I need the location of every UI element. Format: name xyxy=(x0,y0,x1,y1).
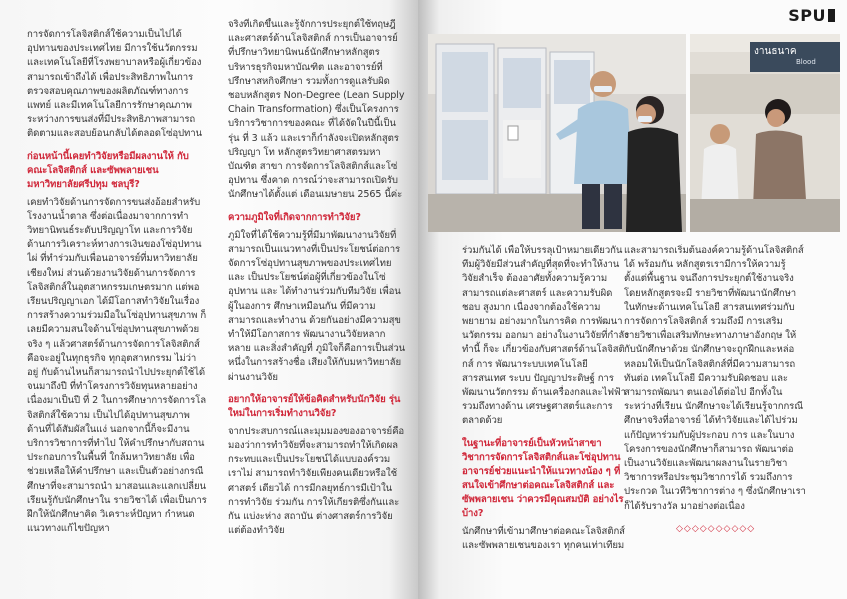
interview-question-heading: อยากให้อาจารย์ให้ข้อคิดสำหรับนักวิจัย รุ่นใหม่ในการเริ่มทำงานวิจัย? xyxy=(228,393,401,419)
diamond-ornament: ◇◇◇◇◇◇◇◇◇◇ xyxy=(676,524,756,534)
lab-photo xyxy=(428,34,686,232)
paragraph: การจัดการโลจิสติกส์ใช้ความเป็นไปได้ อุปทานของประเทศไทย มีการใช้นวัตกรรม และเทคโนโลยีที่โรงพยาบาลหรือผู้เกี่ยวข้อง สามารถเข้าถึงได้ เพื่อประสิทธิภาพในการ ตรวจสอบคุณภาพของผลิตภัณฑ์ทางการ แพทย์ และมีเทคโนโลยีการรักษาคุณภาพ ระหว่างการขนส่งที่มีประสิทธิภาพสามารถ ติดตามและสอบย้อนกลับได้ตลอดโซ่อุปทาน xyxy=(27,29,202,140)
paragraph: และสามารถเริ่มต้นองค์ความรู้ด้านโลจิสติกส์ได้ พร้อมกัน หลักสูตรเรามีการให้ความรู้ตั้งแต่พื้นฐาน จนถึงการประยุกต์ใช้งานจริง โดยหลักสูตรจะมี รายวิชาที่พัฒนานักศึกษาในทักษะด้านเทคโนโลยี สารสนเทศร่วมกับการจัดการโลจิสติกส์ รวมถึงมี การเสริมรายวิชาเพื่อเสริมทักษะทางภาษาอังกฤษ ให้กับนักศึกษาด้วย นักศึกษาจะถูกฝึกและหล่อ หลอมให้เป็นนักโลจิสติกส์ที่มีความสามารถ ทันต่อ เทคโนโลยี มีความรับผิดชอบ และสามารถพัฒนา ตนเองได้ต่อไป อีกทั้งในระหว่างที่เรียน นักศึกษาจะได้เรียนรู้จากกรณีศึกษาจริงที่อาจารย์ ได้ทำวิจัยและได้ไปร่วมแก้ปัญหาร่วมกับผู้ประกอบ การ และในบางโครงการของนักศึกษาก็สามารถ พัฒนาต่อเป็นงานวิจัยและพัฒนาผลงานในรายวิชา วิชาการหรือประชุมวิชาการได้ รวมถึงการประกวด ในเวทีวิชาการต่าง ๆ ซึ่งนักศึกษาเราก็ได้รับรางวัล มาอย่างต่อเนื่อง xyxy=(624,245,806,512)
interview-question-heading: ความภูมิใจที่เกิดจากการทำวิจัย? xyxy=(228,211,361,223)
blood-bank-photo xyxy=(690,34,840,232)
spu-logo xyxy=(788,6,835,25)
sign-text-secondary: Blood xyxy=(796,58,816,66)
blood-bank-photo-illustration xyxy=(690,34,840,232)
left-page xyxy=(0,0,418,599)
logo-mark-icon xyxy=(828,9,835,22)
interview-question-heading: ในฐานะที่อาจารย์เป็นหัวหน้าสาขา วิชาการจัดการโลจิสติกส์และโซ่อุปทาน อาจารย์ช่วยแนะนำให้แนวทางน้อง ๆ ที่สนใจเข้าศึกษาต่อคณะโลจิสติกส์ และซัพพลายเชน ว่าควรมีคุณสมบัติ อย่างไรบ้าง? xyxy=(462,437,624,519)
lab-photo-illustration xyxy=(428,34,686,232)
paragraph: นักศึกษาที่เข้ามาศึกษาต่อคณะโลจิสติกส์ และซัพพลายเชนของเรา ทุกคนเท่าเทียม xyxy=(462,525,625,551)
right-page xyxy=(418,0,847,599)
right-page-column-2 xyxy=(624,244,807,514)
interview-question-heading: ก่อนหน้านี้เคยทำวิจัยหรือมีผลงานให้ กับคณะโลจิสติกส์ และซัพพลายเชน มหาวิทยาลัยศรีปทุม ชลบุรี? xyxy=(27,150,189,190)
left-page-column-2 xyxy=(228,18,406,578)
paragraph: จากประสบการณ์และมุมมองของอาจารย์คือ มองว่าการทำวิจัยที่จะสามารถทำให้เกิดผล กระทบและเป็นประโยชน์ได้แบบองค์รวม เราไม่ สามารถทำวิจัยเพียงคนเดียวหรือใช้ศาสตร์ เดียวได้ การมีกลยุทธ์การมีเป้าในการทำวิจัย ร่วมกัน การให้เกียรติซึ่งกันและกัน แบ่งะห่าง สถาบัน ต่างศาสตร์การวิจัย แต่ต้องทำวิจัย xyxy=(228,425,405,537)
paragraph: ภูมิใจที่ได้ใช้ความรู้ที่มีมาพัฒนางานวิจัยที่ สามารถเป็นแนวทางที่เป็นประโยชน์ต่อการ จัดการโซ่อุปทานสุขภาพของประเทศไทย และ เป็นประโยชน์ต่อผู้ที่เกี่ยวข้องในโซ่อุปทาน และ ได้ทำงานร่วมกับทีมวิจัย เพื่อนผู้ในองการ ศึกษาเหมือนกัน ที่มีความสามารถและทำงาน ด้วยกันอย่างมีความสุข ทำให้มีโอกาสการ พัฒนางานวิจัยหลากหลาย และสิ่งสำคัญที่ ภูมิใจก็คือการเป็นส่วนหนึ่งในการสร้างชื่อ เสียงให้กับมหาวิทยาลัยผ่านงานวิจัย xyxy=(228,229,406,383)
paragraph: ร่วมกันได้ เพื่อให้บรรลุเป้าหมายเดียวกัน ทีมผู้วิจัยมีส่วนสำคัญที่สุดที่จะทำให้งาน วิจัยสำเร็จ ต้องอาศัยทั้งความรู้ความ สามารถแต่ละศาสตร์ และความรับผิดชอบ สูงมาก เนื่องจากต้องใช้ความพยายาม อย่างมากในการคิด การพัฒนานวัตกรรม ออกมา อย่างในงานวิจัยที่กำลังทำนี้ ก็จะ เกี่ยวข้องกับศาสตร์ด้านโลจิสติกส์ การ พัฒนาระบบเทคโนโลยีสารสนเทศ ระบบ ปัญญาประดิษฐ์ การพัฒนานวัตกรรม ด้านเครื่องกลและไฟฟ้า รวมถึงทางด้าน เศรษฐศาสตร์และการตลาดด้วย xyxy=(462,245,629,427)
sign-text: งานธนาค xyxy=(754,46,797,57)
logo-text: SPU xyxy=(788,6,826,25)
left-page-column-1 xyxy=(27,28,207,588)
right-page-column-1 xyxy=(462,244,630,589)
paragraph: เคยทำวิจัยด้านการจัดการขนส่งอ้อยสำหรับ โรงงานน้ำตาล ซึ่งต่อเนื่องมาจากการทำ วิทยานิพนธ์ระดับปริญญาโท และการวิจัย ด้านการวิเคราะห์ทางการเงินของโซ่อุปทาน ไผ่ ที่ทำร่วมกับเพื่อนอาจารย์ที่มหาวิทยาลัย เชียงใหม่ ส่วนด้วยงานวิจัยด้านการจัดการ โลจิสติกส์ในอุตสาหกรรมเกษตรมาก แต่พอ เรียนปริญญาเอก ได้มีโอกาสทำวิจัยในเรื่อง การสร้างความร่วมมือในโซ่อุปทานสุขภาพ ก็ เลยมีความสนใจด้านโซ่อุปทานสุขภาพด้วย จริง ๆ แล้วศาสตร์ด้านการจัดการโลจิสติกส์ คือจะอยู่ในทุกธุรกิจ ทุกอุตสาหกรรม ไม่ว่าอยู่ กับด้านไหนก็สามารถนำไปประยุกต์ใช้ได้ จนมาถึงปี ที่ทำโครงการวิจัยทุนหลายอย่างเนื่องมาเป็นปี ที่ 2 ในการศึกษาการจัดการโลจิสติกส์ใช้ความ เป็นไปได้อุปทานสุขภาพด้านที่ได้สัมผัสในแง่ นอกจากนี้ก็จะมีงานบริการวิชาการที่ทำไป ให้คำปรึกษากับสถานประกอบการในพื้นที่ ใกล้มหาวิทยาลัย เพื่อช่วยเหลือให้คำปรึกษา และเป็นตัวอย่างกรณีศึกษาที่จะสามารถนำ มาสอนและแลกเปลี่ยนเรียนรู้กับนักศึกษาใน รายวิชาได้ เพื่อเป็นการฝึกให้นักศึกษาคิด วิเคราะห์ปัญหา กำหนดแนวทางแก้ไขปัญหา xyxy=(27,196,207,535)
paragraph: จริงที่เกิดขึ้นและรู้จักการประยุกต์ใช้ทฤษฎี และศาสตร์ด้านโลจิสติกส์ การเป็นอาจารย์ ที่ปรึกษาวิทยานิพนธ์นักศึกษาหลักสูตร บริหารธุรกิจมหาบัณฑิต และอาจารย์ที่ ปรึกษาสหกิจศึกษา รวมทั้งการดูแลรับผิด ชอบหลักสูตร Non-Degree (Lean Supply Chain Transformation) ซึ่งเป็นโครงการ บริการวิชาการของคณะ ที่ได้จัดในปีนี้เป็นรุ่น ที่ 3 แล้ว และเราก็กำลังจะเปิดหลักสูตรปริญญา โท หลักสูตรวิทยาศาสตรมหาบัณฑิต สาขา การจัดการโลจิสติกส์และโซ่อุปทาน ซึ่งคาด การณ์ว่าจะสามารถเปิดรับนักศึกษาได้ตั้งแต่ เดือนเมษายน 2565 นี้ค่ะ xyxy=(228,19,405,201)
